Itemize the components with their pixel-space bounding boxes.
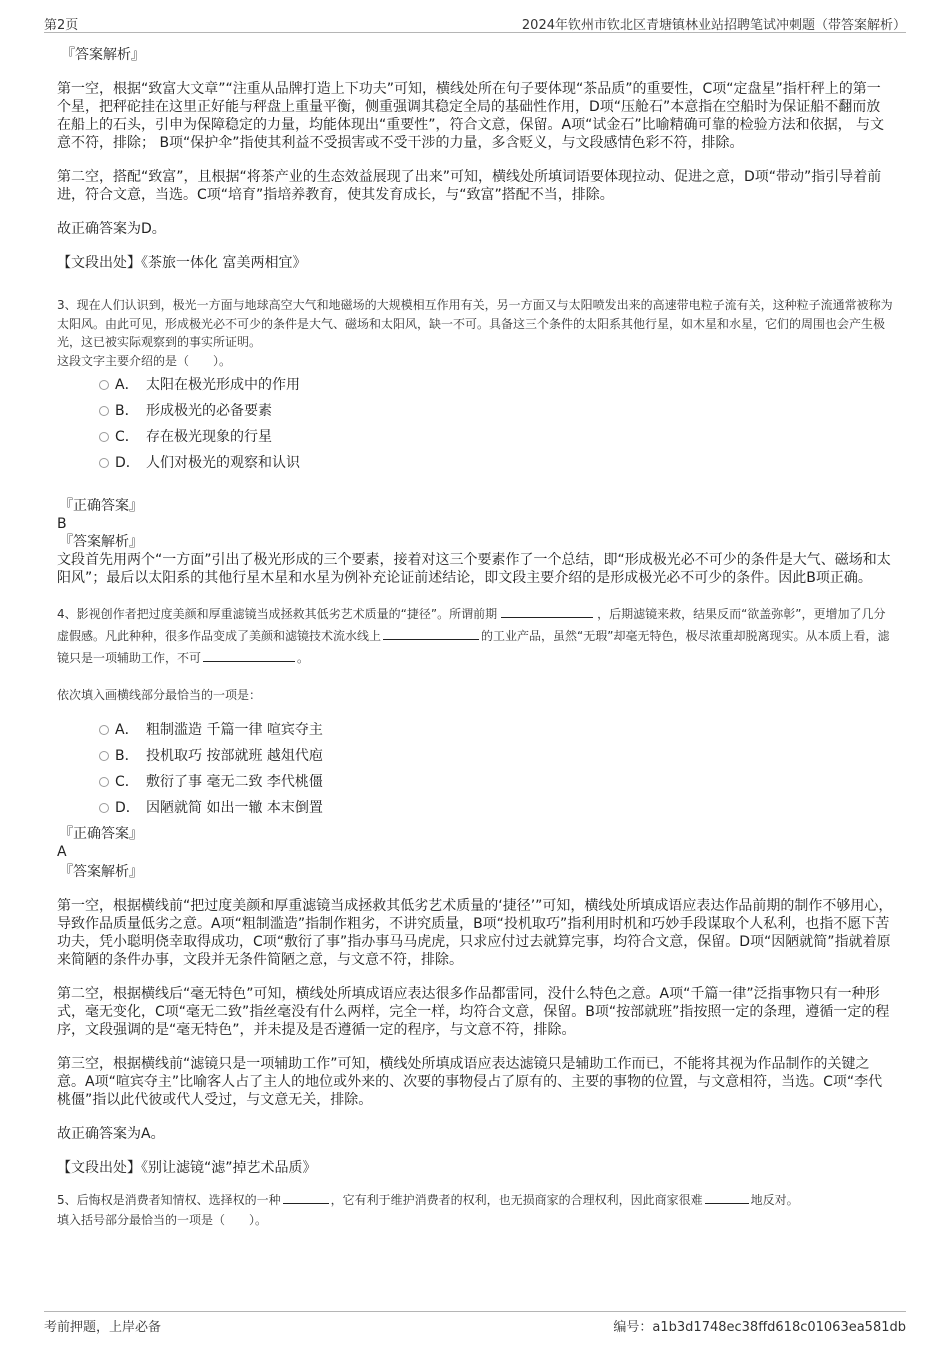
q2-source: 【文段出处】《茶旅一体化 富美两相宜》 [57, 255, 307, 271]
q2-analysis-para1: 第一空，根据“致富大文章”“注重从品牌打造上下功夫”可知，横线处所在句子要体现“茶品质”的重要性，C项“定盘星”指杆秤上的第一个星，把秤砣挂在这里正好能与秤盘上重量平衡，侧重强调其稳定全局的基础性作用，D项“压舱石”本意指在空船时为保证船不翻而放在船上的石头，引申为保障稳定的力量，均能体现出“重要性”，符合文意，保留。A项“试金石”比喻精确可靠的检验方法和依据， 与文意不符，排除； B项“保护伞”指使其利益不受损害或不受干涉的力量，多含贬义，与文段感情色彩不符，排除。 [57, 81, 885, 151]
q5-blank-1[interactable] [283, 1189, 329, 1204]
q3-options [57, 372, 893, 476]
q3-answer-label: 『正确答案』 [59, 498, 143, 514]
radio-icon[interactable] [99, 406, 109, 416]
document-title: 2024年钦州市钦北区青塘镇林业站招聘笔试冲刺题（带答案解析） [521, 18, 906, 33]
radio-icon[interactable] [99, 777, 109, 787]
q4-answer: A [57, 843, 67, 860]
q4-analysis-para1: 第一空，根据横线前“把过度美颜和厚重滤镜当成拯救其低劣艺术质量的‘捷径’”可知，横线处所填成语应表达作品前期的制作不够用心，导致作品质量低劣之意。A项“粗制滥造”指制作粗劣，不讲究质量，B项“投机取巧”指利用时机和巧妙手段谋取个人私利，也指不愿下苦功夫，凭小聪明侥幸取得成功，C项“敷衍了事”指办事马马虎虎，只求应付过去就算完事，均符合文意，保留。D项“因陋就简”指就着原来简陋的条件办事，文段并无条件简陋之意，与文意不符，排除。 [57, 897, 893, 968]
q3-option-c[interactable]: C． 存在极光现象的行星 [57, 424, 893, 450]
radio-icon[interactable] [99, 725, 109, 735]
q4-question: 依次填入画横线部分最恰当的一项是： [57, 688, 262, 702]
q2-analysis-para2: 第二空，搭配“致富”，且根据“将茶产业的生态效益展现了出来”可知，横线处所填词语要体现拉动、促进之意，D项“带动”指引导着前进，符合文意，当选。C项“培育”指培养教育，使其发育成长，与“致富”搭配不当，排除。 [57, 169, 882, 203]
q3-analysis: 文段首先用两个“一方面”引出了极光形成的三个要素，接着对这三个要素作了一个总结，即“形成极光必不可少的条件是大气、磁场和太阳风”；最后以太阳系的其他行星木星和水星为例补充论证前述结论，即文段主要介绍的是形成极光必不可少的条件。因此B项正确。 [57, 552, 891, 586]
document-serial: 编号：a1b3d1748ec38ffd618c01063ea581db [613, 1320, 906, 1335]
page-header [44, 10, 906, 33]
q2-analysis-label: 『答案解析』 [61, 47, 145, 63]
q5-stem: 5、后悔权是消费者知情权、选择权的一种 ，它有利于维护消费者的权利，也无损商家的合理权利，因此商家很难 地反对。 [57, 1189, 893, 1210]
q4-option-b[interactable]: B． 投机取巧 按部就班 越俎代庖 [57, 743, 893, 769]
q3-option-d[interactable]: D． 人们对极光的观察和认识 [57, 450, 893, 476]
q4-analysis-para3: 第三空，根据横线前“滤镜只是一项辅助工作”可知，横线处所填成语应表达滤镜只是辅助工作而已，不能将其视为作品制作的关键之意。A项“喧宾夺主”比喻客人占了主人的地位或外来的、次要的事物侵占了原有的、主要的事物的位置，与文意相符，当选。C项“李代桃僵”指以此代彼或代人受过，与文意无关，排除。 [57, 1055, 883, 1108]
q2-conclusion: 故正确答案为D。 [57, 221, 166, 237]
q3-question: 这段文字主要介绍的是（ ）。 [57, 353, 232, 368]
q4-answer-label: 『正确答案』 [59, 825, 143, 842]
radio-icon[interactable] [99, 751, 109, 761]
q5-blank-2[interactable] [705, 1189, 749, 1204]
radio-icon[interactable] [99, 432, 109, 442]
q4-option-d[interactable]: D． 因陋就简 如出一辙 本末倒置 [57, 795, 893, 821]
q3-analysis-label: 『答案解析』 [59, 534, 143, 550]
page-footer [44, 1311, 906, 1336]
q3-option-a[interactable]: A． 太阳在极光形成中的作用 [57, 372, 893, 398]
radio-icon[interactable] [99, 803, 109, 813]
page-number: 第2页 [44, 18, 79, 33]
q3-stem: 3、现在人们认识到，极光一方面与地球高空大气和地磁场的大规模相互作用有关，另一方面又与太阳喷发出来的高速带电粒子流有关，这种粒子流通常被称为太阳风。由此可见，形成极光必不可少的条件是大气、磁场和太阳风，缺一不可。具备这三个条件的太阳系其他行星，如木星和水星，它们的周围也会产生极光，这已被实际观察到的事实所证明。 [57, 298, 893, 349]
q4-blank-2[interactable] [383, 625, 479, 640]
q5-question: 填入括号部分最恰当的一项是（ ）。 [57, 1212, 268, 1227]
q4-options [57, 717, 893, 821]
q4-blank-1[interactable] [501, 603, 593, 618]
q4-analysis-label: 『答案解析』 [59, 863, 143, 880]
q4-blank-3[interactable] [203, 647, 295, 662]
q4-conclusion: 故正确答案为A。 [57, 1125, 165, 1142]
q3-option-b[interactable]: B． 形成极光的必备要素 [57, 398, 893, 424]
q4-stem: 4、影视创作者把过度美颜和厚重滤镜当成拯救其低劣艺术质量的“捷径”。所谓前期 ，后期滤镜来救，结果反而“欲盖弥彰”，更增加了几分虚假感。凡此种种，很多作品变成了美颜和滤镜技术流水线上 的工业产品，虽然“无瑕”却毫无特色，极尽浓重却脱离现实。从本质上看，滤镜只是一项辅助工作，不可 。 [57, 603, 893, 669]
q4-analysis-para2: 第二空，根据横线后“毫无特色”可知，横线处所填成语应表达很多作品都雷同，没什么特色之意。A项“千篇一律”泛指事物只有一种形式，毫无变化，C项“毫无二致”指丝毫没有什么两样，完全一样，均符合文意，保留。B项“按部就班”指按照一定的条理，遵循一定的程序，文段强调的是“毫无特色”，并未提及是否遵循一定的程序，与文意不符，排除。 [57, 985, 890, 1038]
q4-option-a[interactable]: A． 粗制滥造 千篇一律 喧宾夺主 [57, 717, 893, 743]
q4-source: 【文段出处】《别让滤镜“滤”掉艺术品质》 [57, 1159, 317, 1176]
radio-icon[interactable] [99, 380, 109, 390]
q4-option-c[interactable]: C． 敷衍了事 毫无二致 李代桃僵 [57, 769, 893, 795]
document-body [57, 46, 893, 1230]
q3-answer: B [57, 516, 67, 532]
radio-icon[interactable] [99, 458, 109, 468]
footer-slogan: 考前押题，上岸必备 [44, 1320, 162, 1335]
